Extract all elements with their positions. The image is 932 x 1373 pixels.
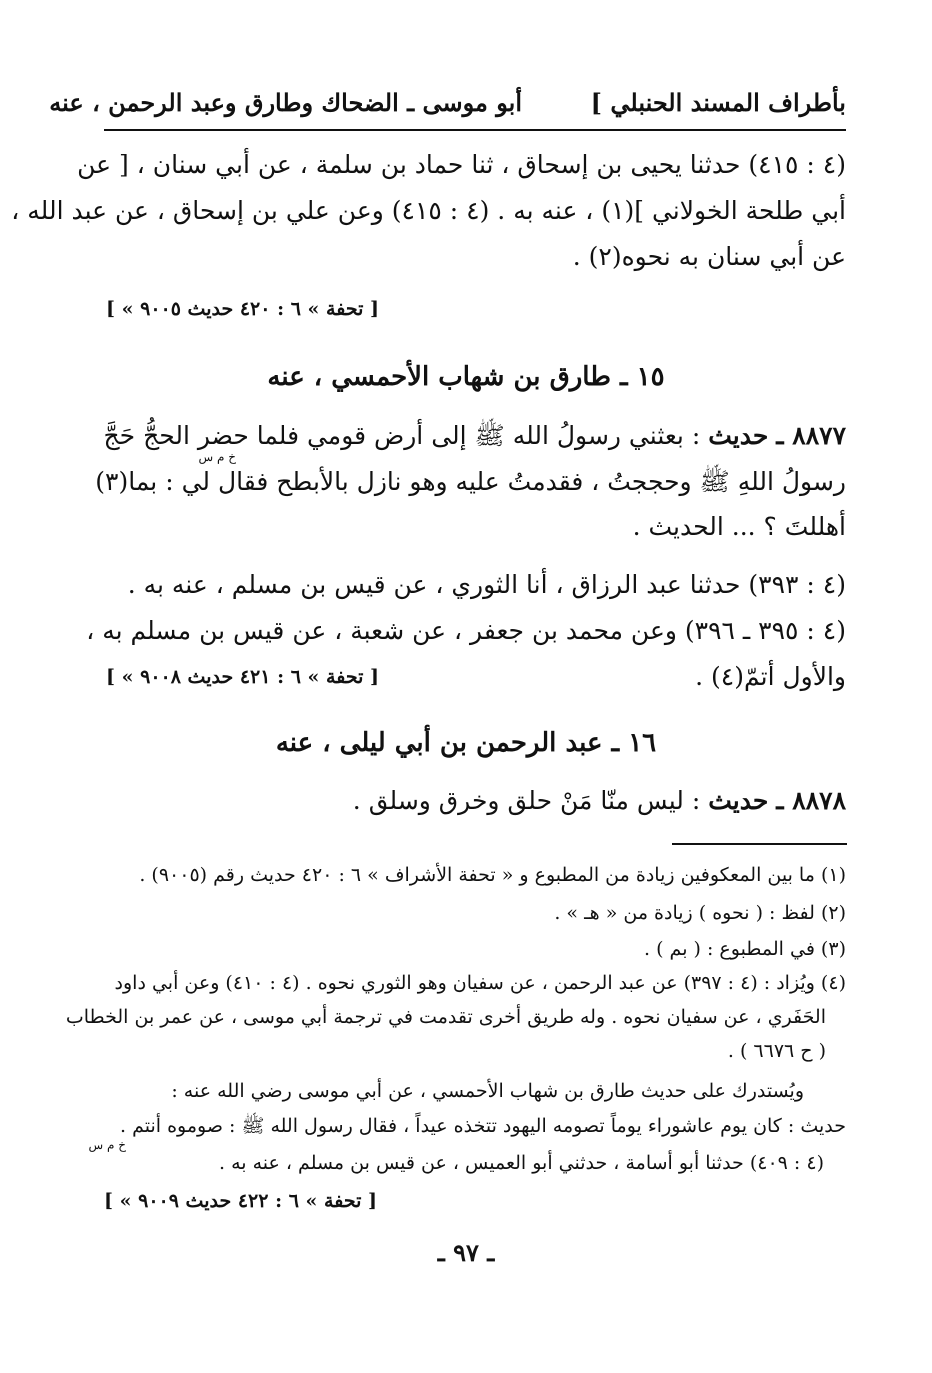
addendum-isnad: (٤ : ٤٠٩) حدثنا أبو أسامة ، حدثني أبو العميس ، عن قيس بن مسلم ، عنه به . [218, 1152, 824, 1174]
hadith-8878-label: حديث [708, 786, 769, 815]
block2-line1: (٤ : ٣٩٣) حدثنا عبد الرزاق ، أنا الثوري ، عن قيس بن مسلم ، عنه به . [127, 570, 846, 599]
hadith-8877-label: حديث [708, 421, 769, 450]
footnote-3: (٣) في المطبوع : ( بم ) . [644, 938, 846, 960]
hadith-8877-number: ٨٨٧٧ ـ [776, 421, 846, 450]
footnote-rule [672, 843, 847, 845]
addendum-hadith: حديث : كان يوم عاشوراء يوماً تصومه اليهود تتخذه عيداً ، فقال رسول الله ﷺ : صوموه أنتم . [120, 1115, 846, 1137]
section-15-title: ١٥ ـ طارق بن شهاب الأحمسي ، عنه [267, 362, 665, 392]
block2-tuhfa-reference: [ « تحفة » ٦ : ٤٢١ حديث ٩٠٠٨ ] [106, 666, 380, 688]
footnote-4-line1: (٤) ويُزاد : (٤ : ٣٩٧) عن عبد الرحمن ، عن سفيان وهو الثوري نحوه . (٤ : ٤١٠) وعن أبي داود [114, 972, 846, 994]
page-number: ـ ٩٧ ـ [437, 1238, 495, 1267]
footnote-4-line3: ( ح ٦٦٧٦ ) . [727, 1040, 826, 1062]
section-16-title: ١٦ ـ عبد الرحمن بن أبي ليلى ، عنه [275, 728, 657, 758]
hadith-8878-text: : ليس منّا مَنْ حلق وخرق وسلق . [352, 786, 701, 815]
running-header-book-title: بأطراف المسند الحنبلي ] [590, 88, 846, 117]
footnote-2: (٢) لفظ : ( نحوه ) زيادة من « هـ » . [554, 902, 846, 924]
block2-line3: والأول أتمّ(٤) . [695, 662, 846, 691]
footnote-1: (١) ما بين المعكوفين زيادة من المطبوع و « تحفة الأشراف » ٦ : ٤٢٠ حديث رقم (٩٠٠٥) . [139, 864, 846, 886]
block1-line2: أبي طلحة الخولاني ](١) ، عنه به . (٤ : ٤١٥) وعن علي بن إسحاق ، عن عبد الله ، [11, 196, 846, 225]
addendum-sigla: خ م س [88, 1138, 126, 1152]
header-rule [104, 129, 846, 131]
block1-line1: (٤ : ٤١٥) حدثنا يحيى بن إسحاق ، ثنا حماد بن سلمة ، عن أبي سنان ، [ عن [77, 150, 846, 179]
hadith-8878-number: ٨٨٧٨ ـ [776, 786, 846, 815]
hadith-8877-text1: : بعثني رسولُ الله ﷺ إلى أرض قومي فلما حضر الحجُّ حَجَّ [103, 421, 701, 450]
addendum-intro: ويُستدرك على حديث طارق بن شهاب الأحمسي ، عن أبي موسى رضي الله عنه : [171, 1080, 804, 1102]
block1-line3: عن أبي سنان به نحوه(٢) . [572, 242, 846, 271]
footnote-4-line2: الحَفَري ، عن سفيان نحوه . وله طريق أخرى تقدمت في ترجمة أبي موسى ، عن عمر بن الخطاب [65, 1006, 826, 1028]
hadith-8877-line3: أهللتَ ؟ ... الحديث . [632, 512, 846, 541]
addendum-tuhfa-reference: [ « تحفة » ٦ : ٤٢٢ حديث ٩٠٠٩ ] [104, 1190, 378, 1212]
running-header-section: أبو موسى ـ الضحاك وطارق وعبد الرحمن ، عنه [49, 88, 522, 117]
hadith-8877-sigla: خ م س [198, 450, 236, 464]
hadith-8878-line [353, 786, 846, 815]
hadith-8877-line2: رسولُ اللهِ ﷺ وحججتُ ، فقدمتُ عليه وهو نازل بالأبطح فقال لي : بما(٣) [95, 467, 846, 496]
block2-line2: (٤ : ٣٩٥ ـ ٣٩٦) وعن محمد بن جعفر ، عن شعبة ، عن قيس بن مسلم به ، [86, 616, 846, 645]
block1-tuhfa-reference: [ « تحفة » ٦ : ٤٢٠ حديث ٩٠٠٥ ] [106, 298, 380, 320]
